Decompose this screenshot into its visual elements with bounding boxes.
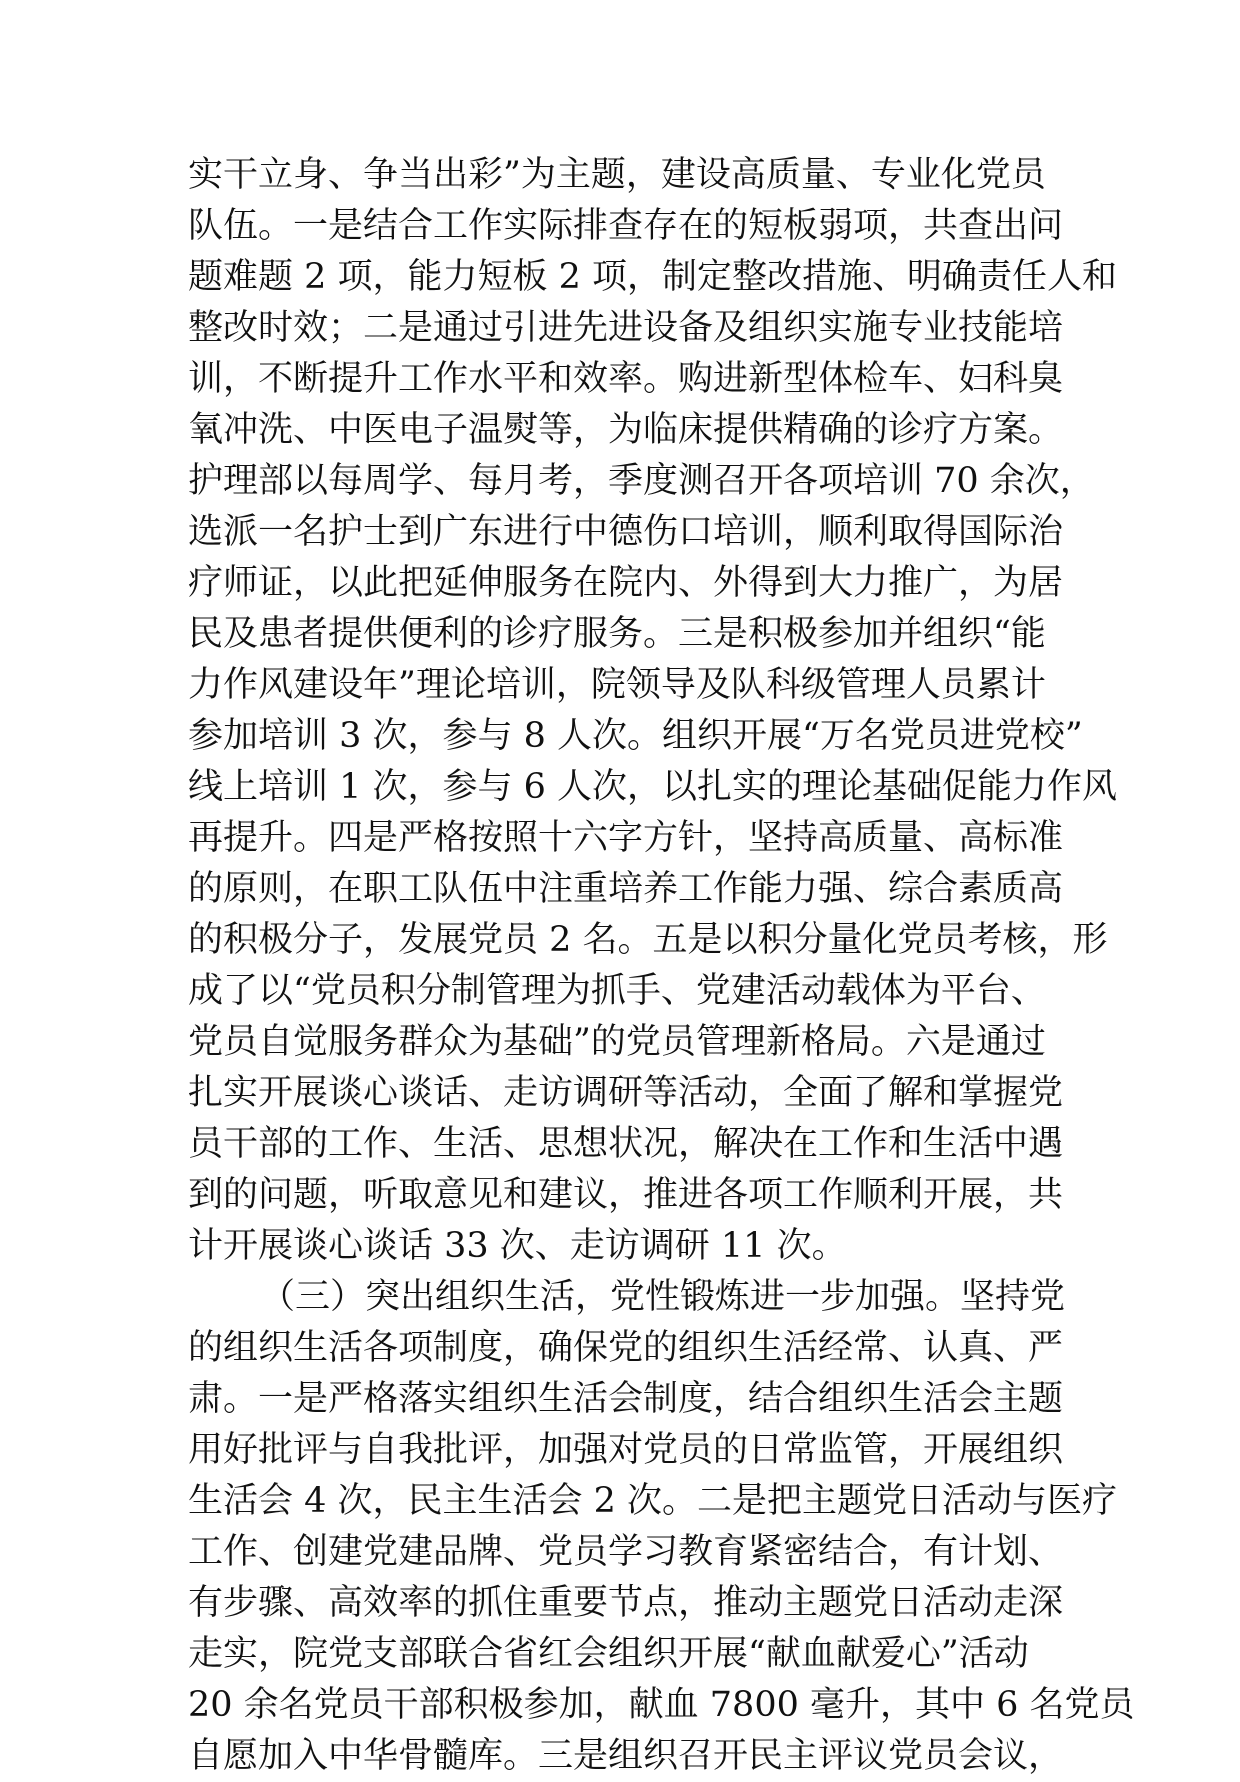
text-line: 计开展谈心谈话 33 次、走访调研 11 次。 [188, 1226, 847, 1266]
text-line: 有步骤、高效率的抓住重要节点，推动主题党日活动走深 [188, 1583, 1064, 1623]
text-line: 的积极分子，发展党员 2 名。五是以积分量化党员考核，形 [188, 920, 1108, 960]
text-line: 队伍。一是结合工作实际排查存在的短板弱项，共查出问 [188, 206, 1064, 246]
text-line: 党员自觉服务群众为基础”的党员管理新格局。六是通过 [188, 1022, 1046, 1062]
text-line: 力作风建设年”理论培训，院领导及队科级管理人员累计 [188, 665, 1046, 705]
text-line: 参加培训 3 次，参与 8 人次。组织开展“万名党员进党校” [188, 716, 1083, 756]
text-line: 线上培训 1 次，参与 6 人次，以扎实的理论基础促能力作风 [188, 767, 1118, 807]
body-text [188, 150, 1135, 1782]
text-line: 扎实开展谈心谈话、走访调研等活动，全面了解和掌握党 [188, 1073, 1064, 1113]
text-line: 自愿加入中华骨髓库。三是组织召开民主评议党员会议， [188, 1736, 1064, 1776]
text-line: 护理部以每周学、每月考，季度测召开各项培训 70 余次， [188, 461, 1095, 501]
text-line: 员干部的工作、生活、思想状况，解决在工作和生活中遇 [188, 1124, 1064, 1164]
text-line: 实干立身、争当出彩”为主题，建设高质量、专业化党员 [188, 155, 1046, 195]
text-line: 肃。一是严格落实组织生活会制度，结合组织生活会主题 [188, 1379, 1064, 1419]
text-line: 整改时效；二是通过引进先进设备及组织实施专业技能培 [188, 308, 1064, 348]
text-line: 训，不断提升工作水平和效率。购进新型体检车、妇科臭 [188, 359, 1064, 399]
text-line: 的原则，在职工队伍中注重培养工作能力强、综合素质高 [188, 869, 1064, 909]
text-line: 氧冲洗、中医电子温熨等，为临床提供精确的诊疗方案。 [188, 410, 1064, 450]
text-line: 到的问题，听取意见和建议，推进各项工作顺利开展，共 [188, 1175, 1064, 1215]
text-line: 20 余名党员干部积极参加，献血 7800 毫升，其中 6 名党员 [188, 1685, 1135, 1725]
text-line: 再提升。四是严格按照十六字方针，坚持高质量、高标准 [188, 818, 1064, 858]
section-heading-line: （三）突出组织生活，党性锻炼进一步加强。坚持党 [260, 1277, 1066, 1317]
text-line: 民及患者提供便利的诊疗服务。三是积极参加并组织“能 [188, 614, 1046, 654]
text-line: 成了以“党员积分制管理为抓手、党建活动载体为平台、 [188, 971, 1046, 1011]
text-line: 的组织生活各项制度，确保党的组织生活经常、认真、严 [188, 1328, 1064, 1368]
text-line: 生活会 4 次，民主生活会 2 次。二是把主题党日活动与医疗 [188, 1481, 1118, 1521]
text-line: 用好批评与自我批评，加强对党员的日常监管，开展组织 [188, 1430, 1064, 1470]
text-line: 题难题 2 项，能力短板 2 项，制定整改措施、明确责任人和 [188, 257, 1118, 297]
text-line: 走实，院党支部联合省红会组织开展“献血献爱心”活动 [188, 1634, 1029, 1674]
text-line: 工作、创建党建品牌、党员学习教育紧密结合，有计划、 [188, 1532, 1064, 1572]
text-line: 选派一名护士到广东进行中德伤口培训，顺利取得国际治 [188, 512, 1064, 552]
text-line: 疗师证，以此把延伸服务在院内、外得到大力推广，为居 [188, 563, 1064, 603]
